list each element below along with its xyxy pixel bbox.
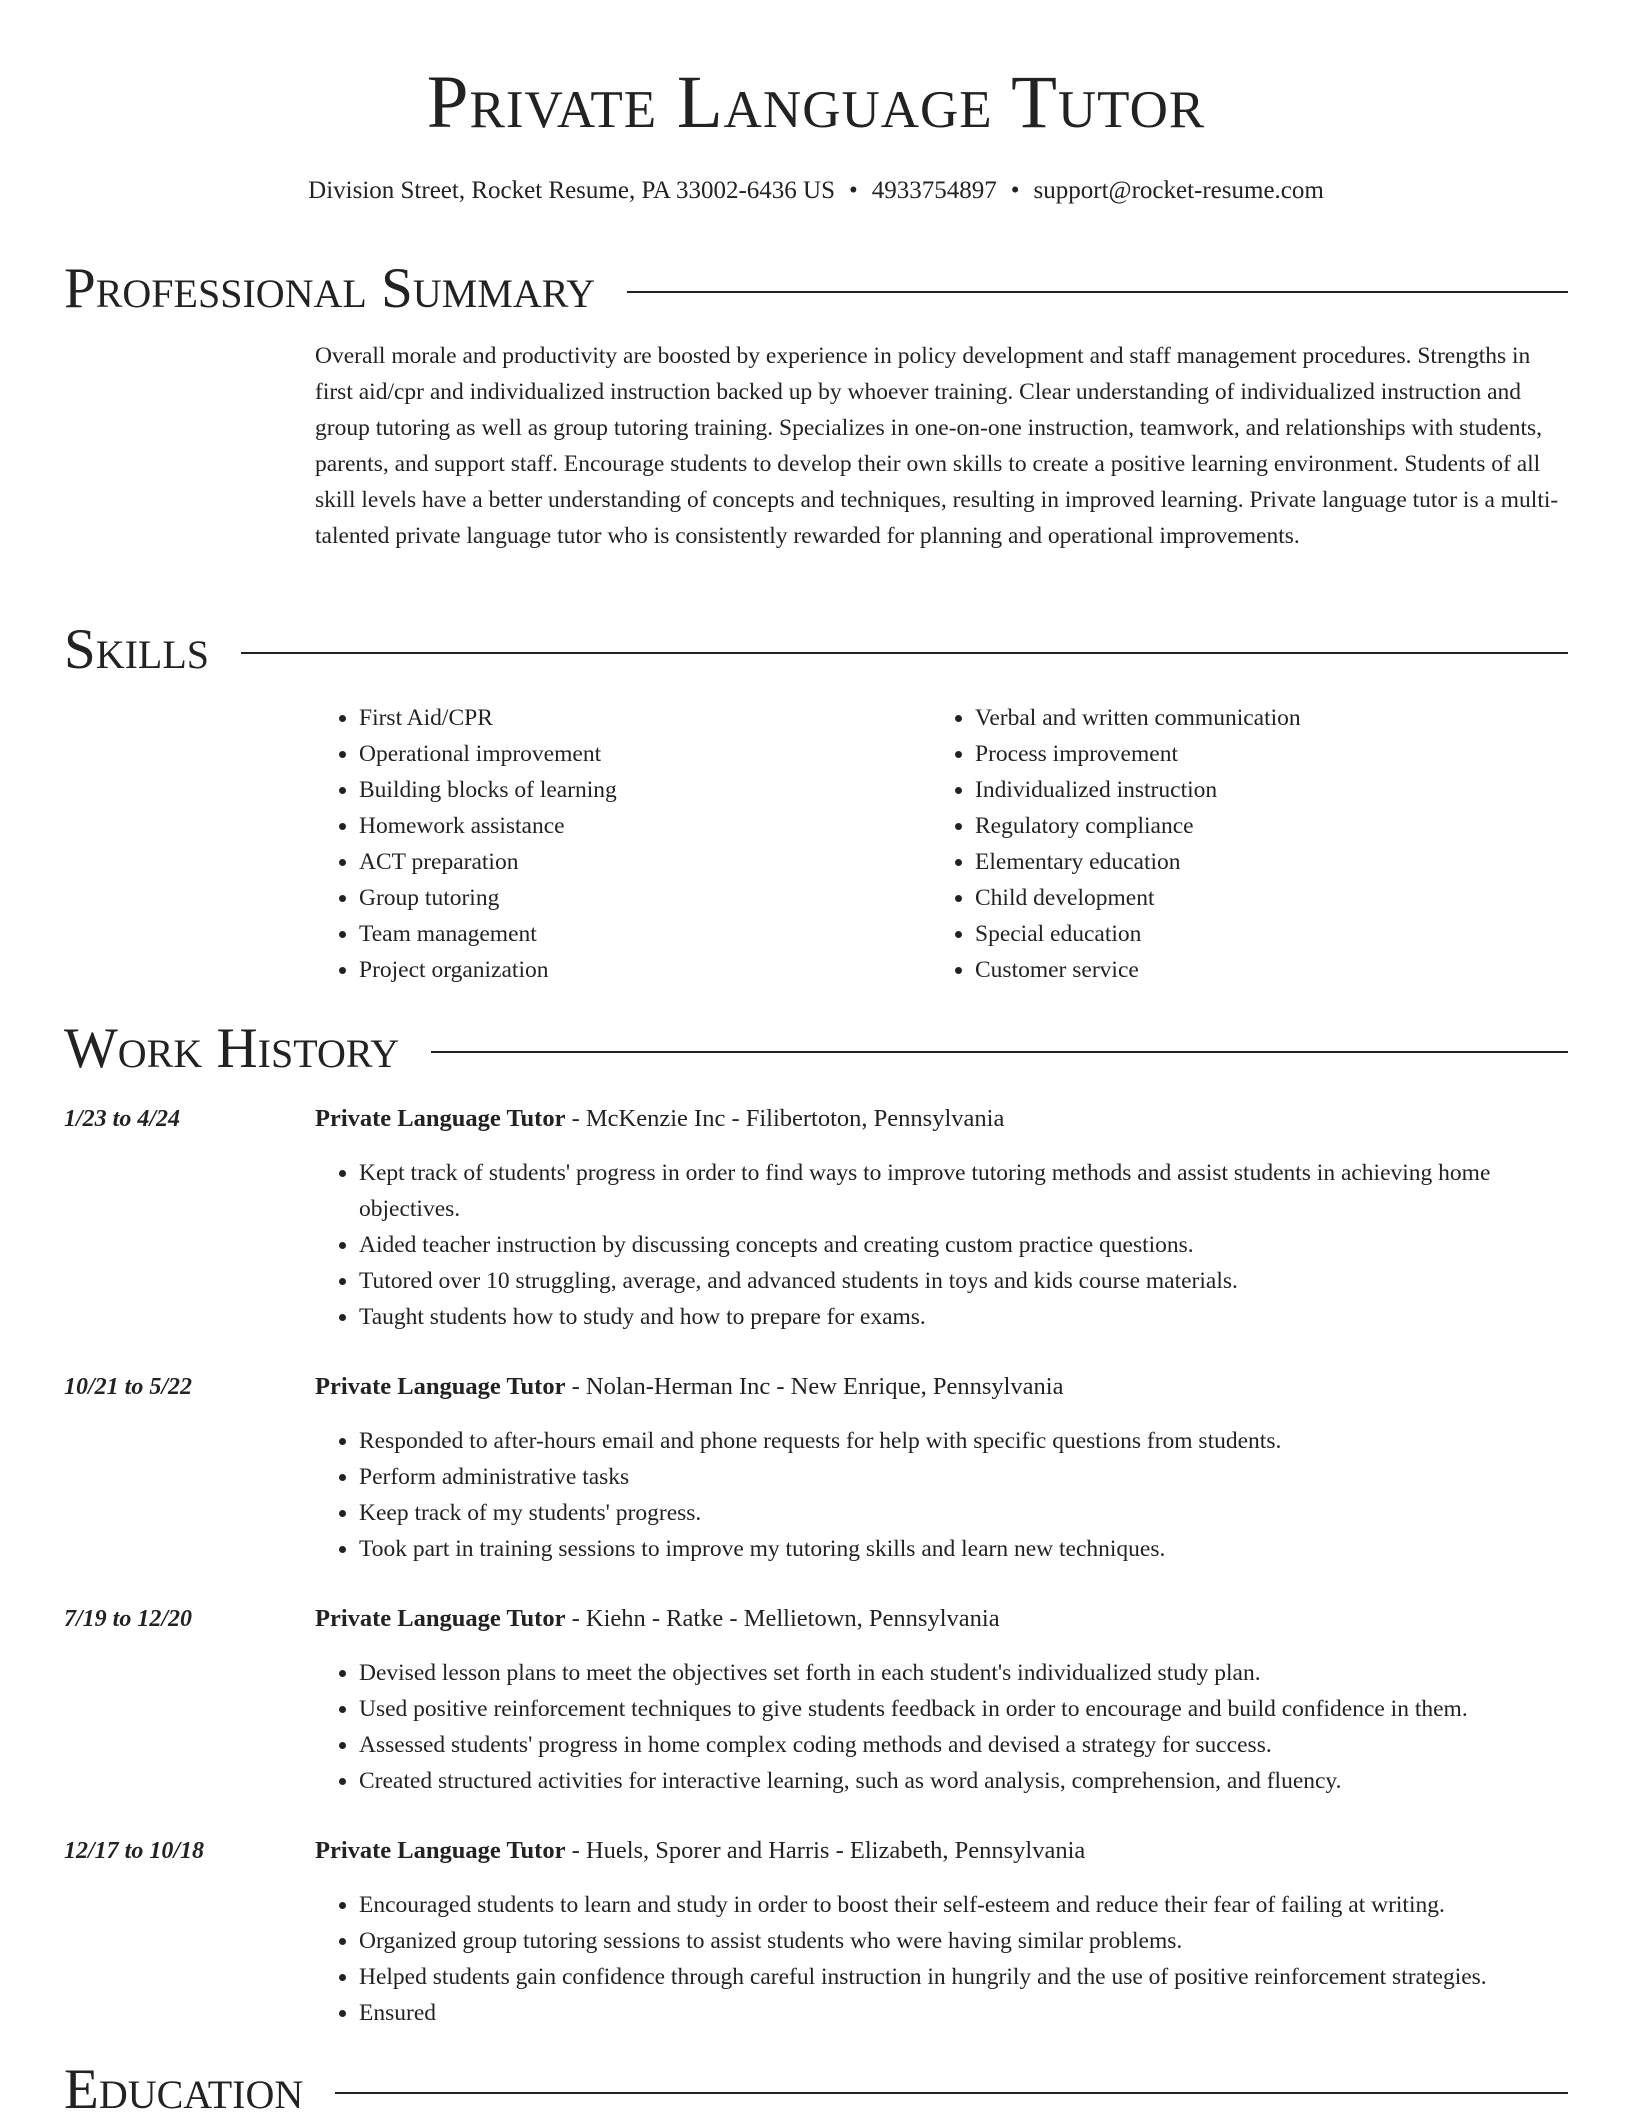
job-bullets <box>315 1887 1570 2031</box>
skill-item: • Operational improvement <box>359 736 875 772</box>
section-title: Education <box>64 2058 304 2121</box>
job-heading <box>315 1601 1570 1637</box>
contact-separator: • <box>1010 177 1020 204</box>
job-bullet: • Used positive reinforcement techniques to give students feedback in order to encourage and build confidence in them. <box>359 1691 1570 1727</box>
section-title: Work History <box>64 1017 400 1080</box>
job-heading <box>315 1101 1570 1137</box>
skills-column-right <box>931 700 1491 988</box>
job-bullets <box>315 1423 1570 1567</box>
section-title: Skills <box>64 618 210 681</box>
job-bullets <box>315 1655 1570 1799</box>
job-dates: 10/21 to 5/22 <box>64 1374 193 1400</box>
summary-text: Overall morale and productivity are boosted by experience in policy development and staff management procedures. Strengths in first aid/cpr and individualized instruction backed up by whoever training. Clear understanding of individualized instruction and group tutoring as well as group tutoring training. Specializes in one-on-one instruction, teamwork, and relationships with students, parents, and support staff. Encourage students to develop their own skills to create a positive learning environment. Students of all skill levels have a better understanding of concepts and techniques, resulting in improved learning. Private language tutor is a multi-talented private language tutor who is consistently rewarded for planning and operational improvements. <box>315 343 1559 549</box>
section-rule <box>241 652 1568 654</box>
job-bullet: • Kept track of students' progress in order to find ways to improve tutoring methods and assist students in achieving home objectives. <box>359 1155 1570 1227</box>
skill-item: • Group tutoring <box>359 880 875 916</box>
job-bullet: • Perform administrative tasks <box>359 1459 1570 1495</box>
job-role: Private Language Tutor <box>315 1373 566 1400</box>
section-header-work <box>64 1017 1568 1081</box>
job-company: - Nolan-Herman Inc - New Enrique, Pennsylvania <box>565 1373 1064 1400</box>
skills-column-left <box>315 700 875 988</box>
job-role: Private Language Tutor <box>315 1837 566 1864</box>
skills-list <box>931 700 1491 988</box>
skill-item: • Individualized instruction <box>975 772 1491 808</box>
job-bullet: • Took part in training sessions to improve my tutoring skills and learn new techniques. <box>359 1531 1570 1567</box>
job-bullet: • Encouraged students to learn and study in order to boost their self-esteem and reduce their fear of failing at writing. <box>359 1887 1570 1923</box>
skill-item: • Regulatory compliance <box>975 808 1491 844</box>
section-title: Professional Summary <box>64 257 596 320</box>
skill-item: • Process improvement <box>975 736 1491 772</box>
job-dates: 7/19 to 12/20 <box>64 1606 193 1632</box>
skills-list <box>315 700 875 988</box>
job-company: - Huels, Sporer and Harris - Elizabeth, Pennsylvania <box>565 1837 1086 1864</box>
section-header-skills <box>64 618 1568 682</box>
contact-address: Division Street, Rocket Resume, PA 33002-6436 US <box>308 177 836 204</box>
skill-item: • Customer service <box>975 952 1491 988</box>
job-heading <box>315 1369 1570 1405</box>
job-bullets <box>315 1155 1570 1335</box>
skill-item: • Verbal and written communication <box>975 700 1491 736</box>
job-bullet: • Aided teacher instruction by discussing concepts and creating custom practice questions. <box>359 1227 1570 1263</box>
section-rule <box>627 291 1568 293</box>
contact-line <box>0 174 1632 208</box>
contact-phone: 4933754897 <box>871 177 997 204</box>
job-bullet: • Helped students gain confidence through careful instruction in hungrily and the use of positive reinforcement strategies. <box>359 1959 1570 1995</box>
job-bullet: • Keep track of my students' progress. <box>359 1495 1570 1531</box>
job-bullet: • Devised lesson plans to meet the objectives set forth in each student's individualized study plan. <box>359 1655 1570 1691</box>
page-title: Private Language Tutor <box>426 61 1206 144</box>
skill-item: • Child development <box>975 880 1491 916</box>
job-bullet: • Tutored over 10 struggling, average, and advanced students in toys and kids course materials. <box>359 1263 1570 1299</box>
skill-item: • Special education <box>975 916 1491 952</box>
job-company: - Kiehn - Ratke - Mellietown, Pennsylvania <box>565 1605 1000 1632</box>
skill-item: • Homework assistance <box>359 808 875 844</box>
job-dates: 1/23 to 4/24 <box>64 1106 181 1132</box>
job-dates: 12/17 to 10/18 <box>64 1838 205 1864</box>
job-bullet: • Created structured activities for interactive learning, such as word analysis, comprehension, and fluency. <box>359 1763 1570 1799</box>
skill-item: • First Aid/CPR <box>359 700 875 736</box>
job-role: Private Language Tutor <box>315 1605 566 1632</box>
skill-item: • Project organization <box>359 952 875 988</box>
job-role: Private Language Tutor <box>315 1105 566 1132</box>
job-bullet: • Ensured <box>359 1995 1570 2031</box>
section-rule <box>335 2092 1568 2094</box>
section-rule <box>431 1051 1568 1053</box>
skill-item: • Building blocks of learning <box>359 772 875 808</box>
job-bullet: • Organized group tutoring sessions to assist students who were having similar problems. <box>359 1923 1570 1959</box>
section-header-summary <box>64 257 1568 321</box>
skill-item: • Team management <box>359 916 875 952</box>
skill-item: • Elementary education <box>975 844 1491 880</box>
job-bullet: • Assessed students' progress in home complex coding methods and devised a strategy for success. <box>359 1727 1570 1763</box>
job-company: - McKenzie Inc - Filibertoton, Pennsylvania <box>565 1105 1005 1132</box>
job-bullet: • Taught students how to study and how to prepare for exams. <box>359 1299 1570 1335</box>
contact-separator: • <box>849 177 858 204</box>
contact-email[interactable]: support@rocket-resume.com <box>1033 177 1324 204</box>
job-heading <box>315 1833 1570 1869</box>
section-header-education <box>64 2058 1568 2122</box>
job-bullet: • Responded to after-hours email and phone requests for help with specific questions from students. <box>359 1423 1570 1459</box>
skill-item: • ACT preparation <box>359 844 875 880</box>
